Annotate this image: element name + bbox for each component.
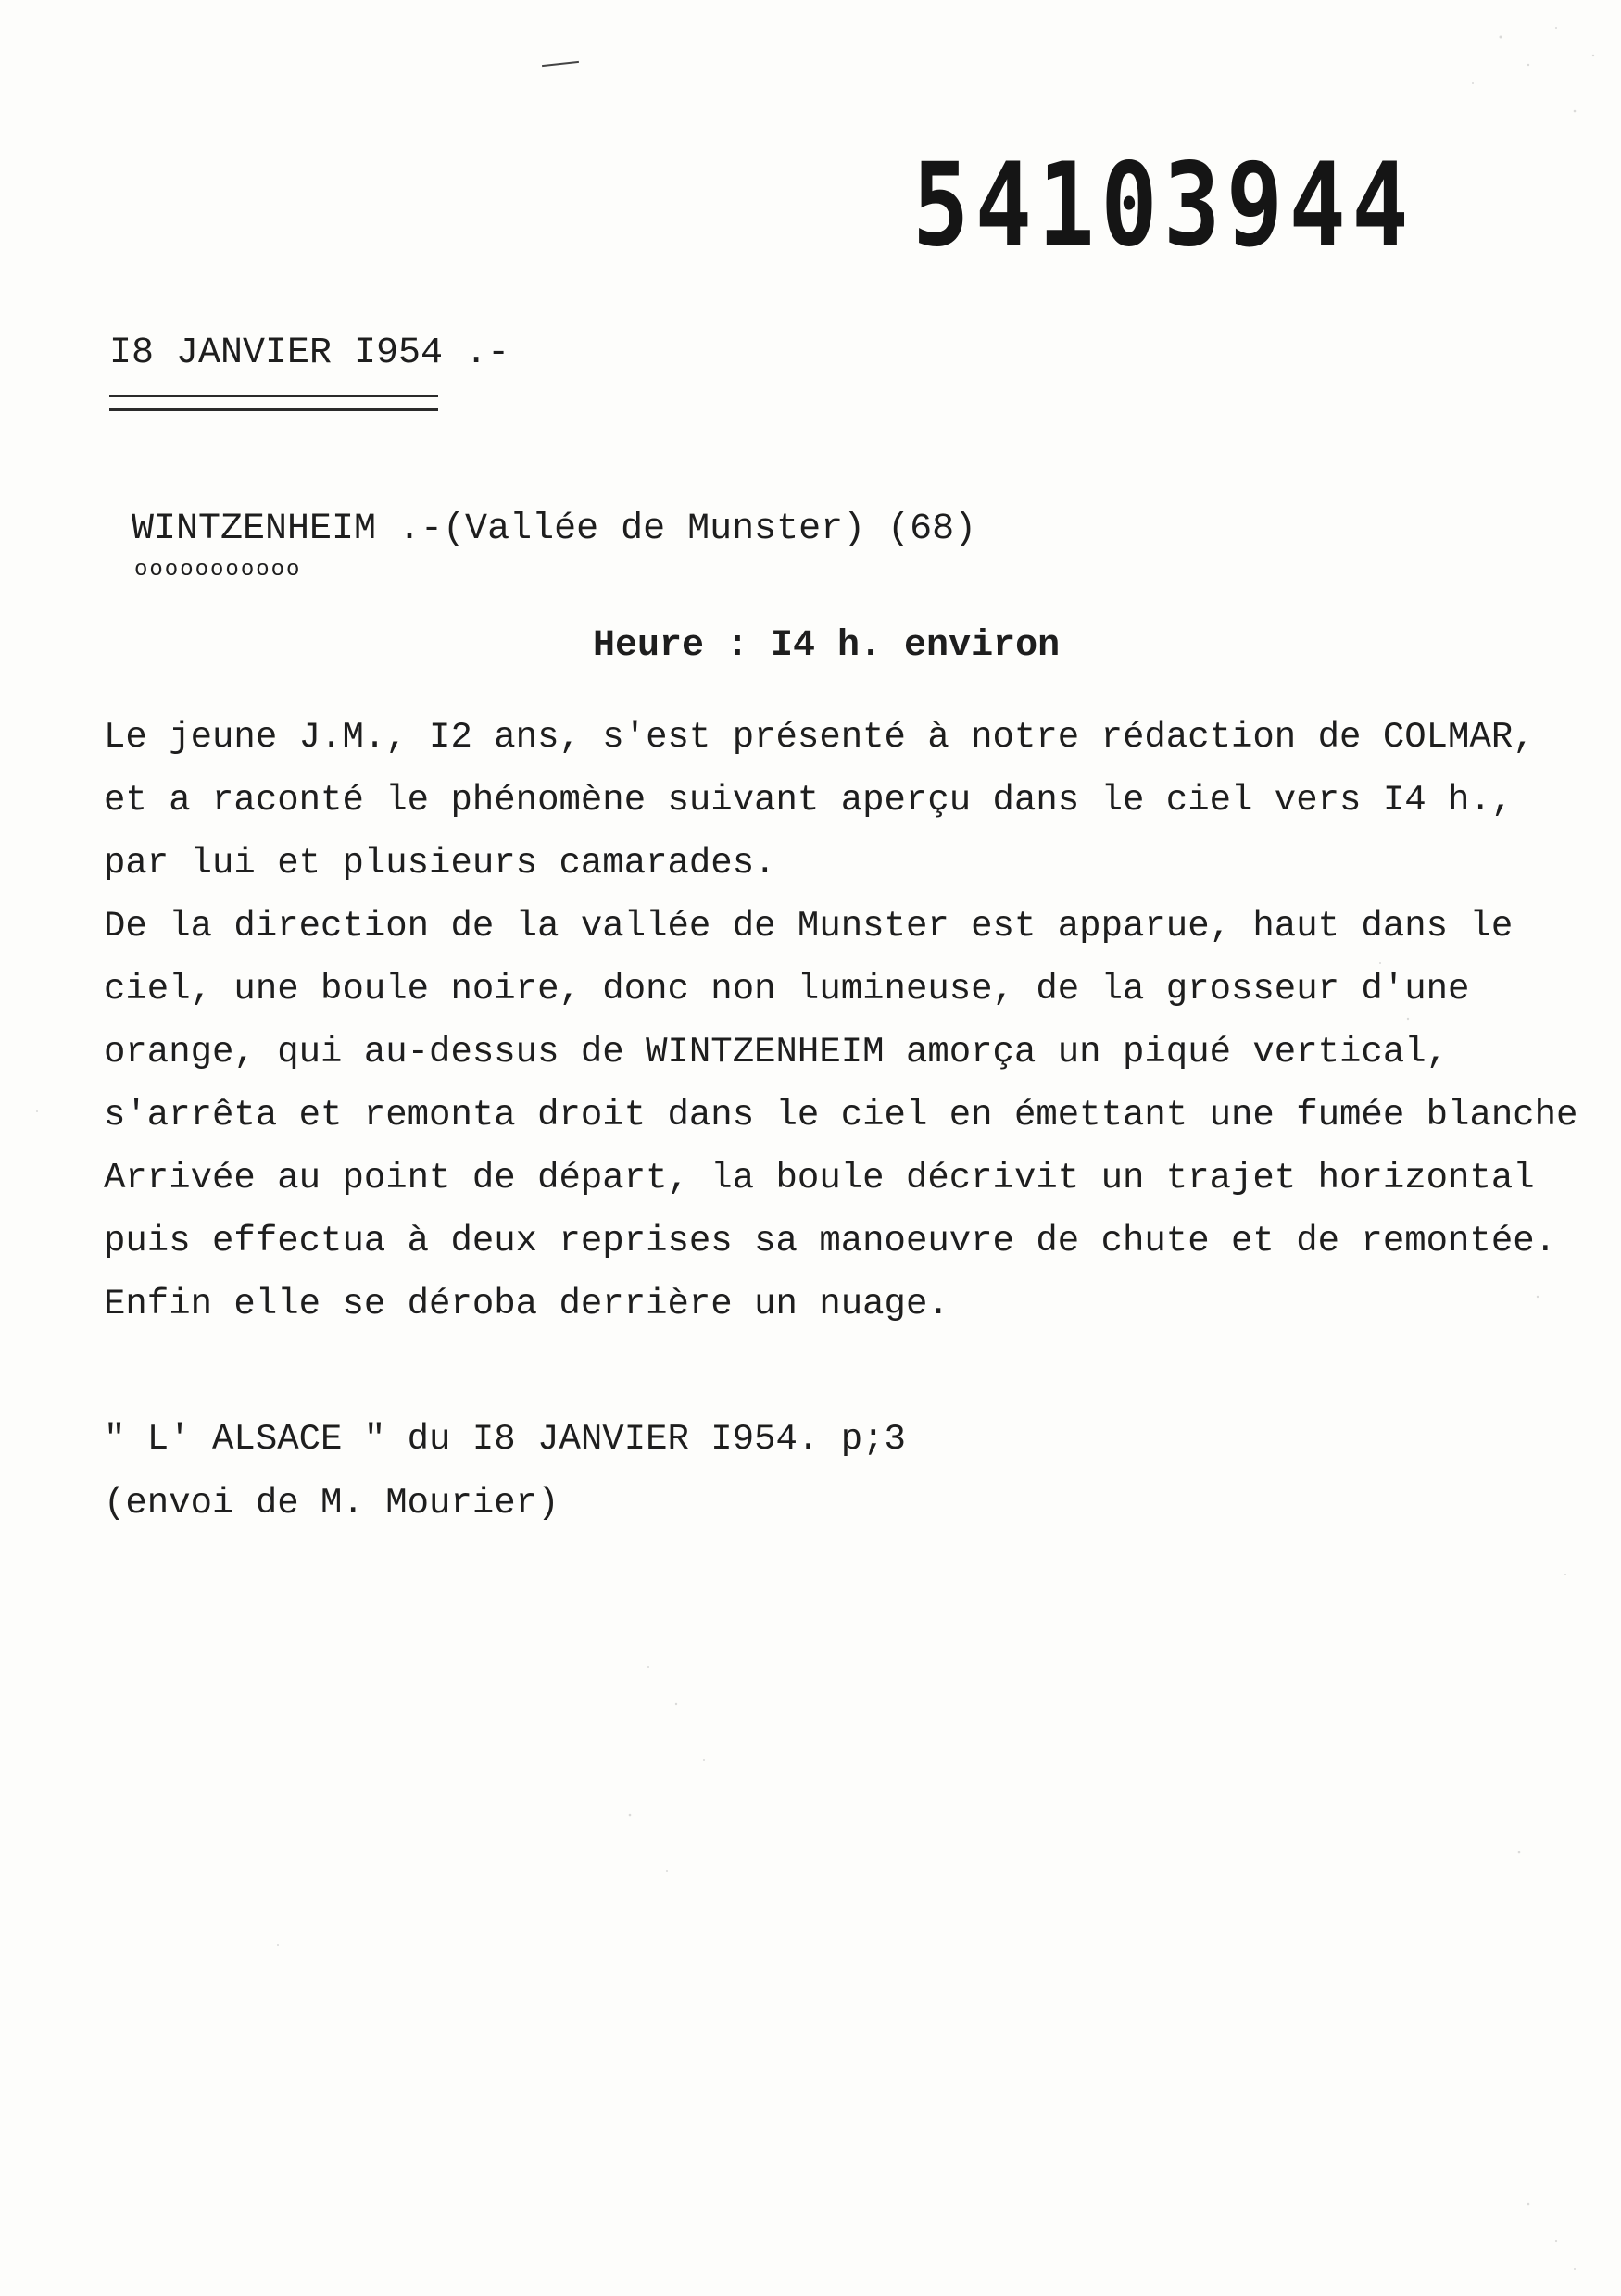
body-line: De la direction de la vallée de Munster est apparue, haut dans le: [104, 906, 1514, 947]
report-body: [104, 706, 1595, 1336]
body-line: par lui et plusieurs camarades.: [104, 843, 776, 884]
document-number: 54103944: [912, 139, 1415, 272]
body-line: puis effectua à deux reprises sa manoeuvre de chute et de remontée.: [104, 1221, 1557, 1261]
body-line: Enfin elle se déroba derrière un nuage.: [104, 1284, 949, 1324]
body-line: Arrivée au point de départ, la boule décrivit un trajet horizontal: [104, 1158, 1535, 1198]
envoi-note: (envoi de M. Mourier): [104, 1483, 559, 1524]
body-line: ciel, une boule noire, donc non lumineuse, de la grosseur d'une: [104, 969, 1470, 1010]
date-double-underline: [109, 395, 438, 411]
body-line: et a raconté le phénomène suivant aperçu dans le ciel vers I4 h.,: [104, 780, 1514, 821]
body-line: Le jeune J.M., I2 ans, s'est présenté à notre rédaction de COLMAR,: [104, 717, 1535, 758]
scan-mark: [542, 61, 579, 67]
place-underline: ooooooooooo: [134, 558, 302, 583]
time-line: Heure : I4 h. environ: [593, 625, 1061, 667]
place-heading: WINTZENHEIM .-(Vallée de Munster) (68): [132, 508, 977, 550]
body-line: orange, qui au-dessus de WINTZENHEIM amorça un piqué vertical,: [104, 1032, 1449, 1073]
date-heading: I8 JANVIER I954 .-: [109, 332, 510, 374]
body-line: s'arrêta et remonta droit dans le ciel en émettant une fumée blanche: [104, 1095, 1578, 1135]
source-citation: " L' ALSACE " du I8 JANVIER I954. p;3: [104, 1419, 906, 1460]
